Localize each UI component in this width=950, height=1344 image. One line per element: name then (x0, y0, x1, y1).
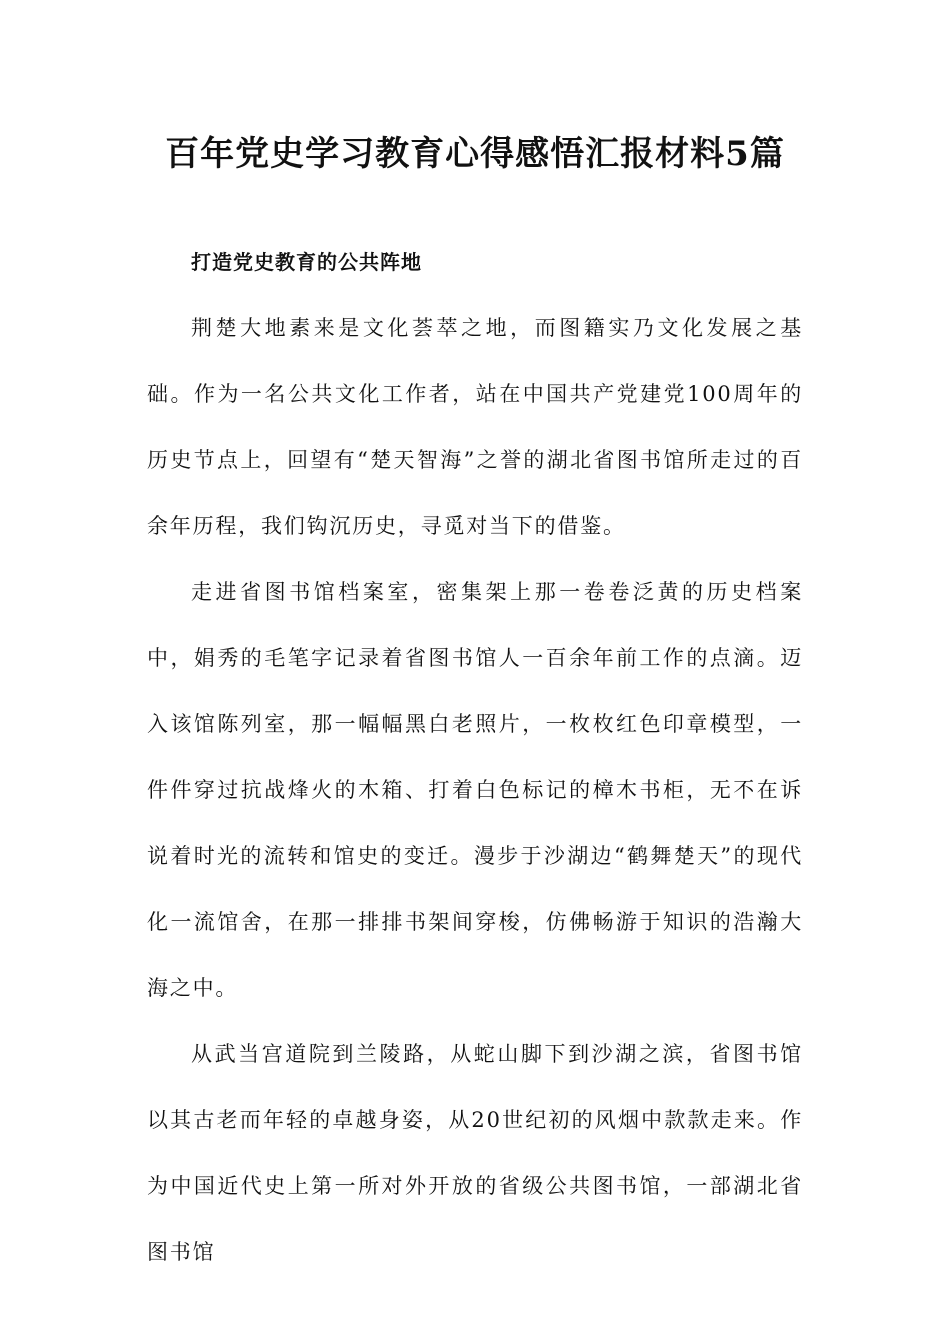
paragraph-1: 荆楚大地素来是文化荟萃之地，而图籍实乃文化发展之基础。作为一名公共文化工作者，站在中国共产党建党100周年的历史节点上，回望有“楚天智海”之誉的湖北省图书馆所走过的百余年历程，我们钩沉历史，寻觅对当下的借鉴。 (147, 316, 803, 538)
section-heading: 打造党史教育的公共阵地 (191, 250, 422, 274)
document-title: 百年党史学习教育心得感悟汇报材料5篇 (165, 134, 785, 174)
paragraph-2: 走进省图书馆档案室，密集架上那一卷卷泛黄的历史档案中，娟秀的毛笔字记录着省图书馆人一百余年前工作的点滴。迈入该馆陈列室，那一幅幅黑白老照片，一枚枚红色印章模型，一件件穿过抗战烽火的木箱、打着白色标记的樟木书柜，无不在诉说着时光的流转和馆史的变迁。漫步于沙湖边“鹤舞楚天”的现代化一流馆舍，在那一排排书架间穿梭，仿佛畅游于知识的浩瀚大海之中。 (147, 580, 803, 1000)
paragraph-3: 从武当宫道院到兰陵路，从蛇山脚下到沙湖之滨，省图书馆以其古老而年轻的卓越身姿，从20世纪初的风烟中款款走来。作为中国近代史上第一所对外开放的省级公共图书馆，一部湖北省图书馆 (147, 1042, 803, 1264)
document-body (147, 229, 803, 1285)
